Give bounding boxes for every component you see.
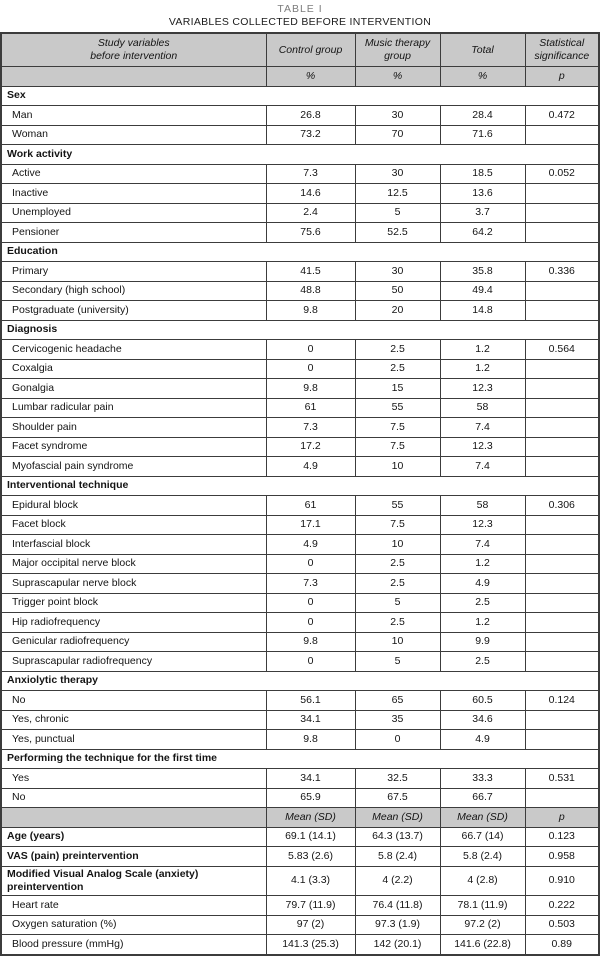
table-row: [1, 106, 599, 126]
row-label: Trigger point block: [1, 593, 266, 613]
table-row: [1, 730, 599, 750]
total-value: 66.7 (14): [440, 827, 525, 847]
table-row: [1, 593, 599, 613]
header-row: [1, 33, 599, 67]
music-therapy-group-value: 55: [355, 398, 440, 418]
table-row: [1, 896, 599, 916]
total-value: 7.4: [440, 457, 525, 477]
row-label: Gonalgia: [1, 379, 266, 399]
control-group-value: 2.4: [266, 203, 355, 223]
total-value: 4 (2.8): [440, 866, 525, 895]
row-label: Yes: [1, 769, 266, 789]
total-value: 49.4: [440, 281, 525, 301]
control-group-value: 26.8: [266, 106, 355, 126]
mean-p-header: p: [525, 808, 599, 828]
total-value: 58: [440, 496, 525, 516]
table-row: [1, 554, 599, 574]
table-number: TABLE I: [277, 3, 323, 15]
p-value: [525, 223, 599, 243]
p-value: [525, 281, 599, 301]
control-group-value: 0: [266, 554, 355, 574]
total-value: 13.6: [440, 184, 525, 204]
p-value: 0.89: [525, 935, 599, 955]
total-value: 34.6: [440, 710, 525, 730]
mean-control-header: Mean (SD): [266, 808, 355, 828]
p-value: 0.336: [525, 262, 599, 282]
total-value: 1.2: [440, 340, 525, 360]
p-value: [525, 457, 599, 477]
p-value: [525, 554, 599, 574]
variables-table: [0, 32, 600, 955]
table-row: [1, 515, 599, 535]
control-group-value: 69.1 (14.1): [266, 827, 355, 847]
control-group-value: 7.3: [266, 574, 355, 594]
table-row: [1, 340, 599, 360]
music-therapy-group-value: 55: [355, 496, 440, 516]
music-therapy-group-value: 12.5: [355, 184, 440, 204]
total-value: 28.4: [440, 106, 525, 126]
control-group-value: 4.9: [266, 535, 355, 555]
p-value: 0.503: [525, 915, 599, 935]
total-value: 97.2 (2): [440, 915, 525, 935]
music-therapy-group-value: 97.3 (1.9): [355, 915, 440, 935]
total-value: 4.9: [440, 574, 525, 594]
p-value: [525, 418, 599, 438]
music-therapy-group-value: 5.8 (2.4): [355, 847, 440, 867]
control-group-value: 14.6: [266, 184, 355, 204]
control-group-value: 17.1: [266, 515, 355, 535]
section-header-row: [1, 145, 599, 165]
row-label: Woman: [1, 125, 266, 145]
total-value: 5.8 (2.4): [440, 847, 525, 867]
control-group-value: 9.8: [266, 730, 355, 750]
p-value: [525, 301, 599, 321]
music-therapy-group-value: 76.4 (11.8): [355, 896, 440, 916]
mean-music-header: Mean (SD): [355, 808, 440, 828]
table-row: [1, 574, 599, 594]
page-title: VARIABLES COLLECTED BEFORE INTERVENTION: [168, 16, 432, 29]
row-label: Cervicogenic headache: [1, 340, 266, 360]
total-value: 3.7: [440, 203, 525, 223]
table-row: [1, 613, 599, 633]
p-value: [525, 125, 599, 145]
table-row: [1, 359, 599, 379]
table-row: [1, 379, 599, 399]
total-value: 58: [440, 398, 525, 418]
col-header-total: Total: [440, 33, 525, 67]
control-group-value: 9.8: [266, 379, 355, 399]
p-value: [525, 379, 599, 399]
p-value: [525, 574, 599, 594]
table-row: [1, 223, 599, 243]
music-therapy-group-value: 35: [355, 710, 440, 730]
music-therapy-group-value: 30: [355, 106, 440, 126]
row-label: Suprascapular nerve block: [1, 574, 266, 594]
control-group-value: 7.3: [266, 164, 355, 184]
col-header-variables-line2: before intervention: [90, 50, 178, 63]
total-value: 35.8: [440, 262, 525, 282]
control-group-value: 0: [266, 359, 355, 379]
table-row: [1, 691, 599, 711]
music-therapy-group-value: 142 (20.1): [355, 935, 440, 955]
music-therapy-group-value: 67.5: [355, 788, 440, 808]
section-header-label: Work activity: [1, 145, 599, 165]
table-row: [1, 301, 599, 321]
control-group-value: 17.2: [266, 437, 355, 457]
row-label: Suprascapular radiofrequency: [1, 652, 266, 672]
total-value: 60.5: [440, 691, 525, 711]
total-value: 1.2: [440, 554, 525, 574]
music-therapy-group-value: 2.5: [355, 574, 440, 594]
music-therapy-group-value: 10: [355, 457, 440, 477]
control-group-value: 5.83 (2.6): [266, 847, 355, 867]
row-label: Postgraduate (university): [1, 301, 266, 321]
row-label: Facet block: [1, 515, 266, 535]
table-row: [1, 457, 599, 477]
music-therapy-group-value: 5: [355, 593, 440, 613]
mean-total-header: Mean (SD): [440, 808, 525, 828]
control-group-value: 48.8: [266, 281, 355, 301]
table-row: [1, 847, 599, 867]
total-value: 71.6: [440, 125, 525, 145]
table-row: [1, 164, 599, 184]
table-row: [1, 418, 599, 438]
mean-sd-subheader-row: [1, 808, 599, 828]
table-row: [1, 827, 599, 847]
p-value: [525, 613, 599, 633]
table-row: [1, 769, 599, 789]
table-row: [1, 632, 599, 652]
row-label: Active: [1, 164, 266, 184]
p-value: 0.222: [525, 896, 599, 916]
control-group-value: 0: [266, 340, 355, 360]
table-row: [1, 281, 599, 301]
row-label: Inactive: [1, 184, 266, 204]
music-therapy-group-value: 5: [355, 652, 440, 672]
total-value: 14.8: [440, 301, 525, 321]
total-value: 9.9: [440, 632, 525, 652]
total-value: 18.5: [440, 164, 525, 184]
section-header-row: [1, 242, 599, 262]
music-therapy-group-value: 52.5: [355, 223, 440, 243]
control-group-value: 56.1: [266, 691, 355, 711]
p-value: [525, 184, 599, 204]
total-value: 7.4: [440, 535, 525, 555]
music-therapy-group-value: 65: [355, 691, 440, 711]
control-group-value: 9.8: [266, 301, 355, 321]
table-row: [1, 262, 599, 282]
p-value: 0.472: [525, 106, 599, 126]
unit-p: p: [525, 67, 599, 87]
col-header-variables: [1, 33, 266, 67]
music-therapy-group-value: 10: [355, 632, 440, 652]
table-row: [1, 203, 599, 223]
total-value: 12.3: [440, 515, 525, 535]
total-value: 141.6 (22.8): [440, 935, 525, 955]
row-label: Pensioner: [1, 223, 266, 243]
section-header-label: Diagnosis: [1, 320, 599, 340]
total-value: 4.9: [440, 730, 525, 750]
control-group-value: 65.9: [266, 788, 355, 808]
total-value: 2.5: [440, 593, 525, 613]
p-value: [525, 398, 599, 418]
row-label: Yes, chronic: [1, 710, 266, 730]
p-value: 0.958: [525, 847, 599, 867]
row-label: Interfascial block: [1, 535, 266, 555]
control-group-value: 7.3: [266, 418, 355, 438]
p-value: 0.564: [525, 340, 599, 360]
section-header-row: [1, 671, 599, 691]
control-group-value: 9.8: [266, 632, 355, 652]
p-value: [525, 515, 599, 535]
music-therapy-group-value: 70: [355, 125, 440, 145]
total-value: 12.3: [440, 379, 525, 399]
table-row: [1, 125, 599, 145]
row-label: Primary: [1, 262, 266, 282]
p-value: [525, 710, 599, 730]
unit-total-percent: %: [440, 67, 525, 87]
unit-music-percent: %: [355, 67, 440, 87]
music-therapy-group-value: 5: [355, 203, 440, 223]
row-label: Coxalgia: [1, 359, 266, 379]
unit-empty-cell: [1, 67, 266, 87]
row-label: Age (years): [1, 827, 266, 847]
control-group-value: 34.1: [266, 769, 355, 789]
control-group-value: 34.1: [266, 710, 355, 730]
section-header-label: Anxiolytic therapy: [1, 671, 599, 691]
total-value: 78.1 (11.9): [440, 896, 525, 916]
control-group-value: 4.9: [266, 457, 355, 477]
row-label: Unemployed: [1, 203, 266, 223]
music-therapy-group-value: 0: [355, 730, 440, 750]
total-value: 1.2: [440, 613, 525, 633]
row-label: Epidural block: [1, 496, 266, 516]
table-row: [1, 437, 599, 457]
music-therapy-group-value: 7.5: [355, 437, 440, 457]
p-value: 0.306: [525, 496, 599, 516]
section-header-label: Education: [1, 242, 599, 262]
music-therapy-group-value: 15: [355, 379, 440, 399]
control-group-value: 0: [266, 593, 355, 613]
row-label: Blood pressure (mmHg): [1, 935, 266, 955]
p-value: [525, 788, 599, 808]
col-header-music-therapy-group: Music therapy group: [355, 33, 440, 67]
p-value: [525, 730, 599, 750]
row-label: Shoulder pain: [1, 418, 266, 438]
p-value: [525, 535, 599, 555]
control-group-value: 61: [266, 496, 355, 516]
section-header-row: [1, 86, 599, 106]
row-label: Heart rate: [1, 896, 266, 916]
col-header-statistical-significance: Statistical significance: [525, 33, 599, 67]
music-therapy-group-value: 2.5: [355, 613, 440, 633]
row-label: Facet syndrome: [1, 437, 266, 457]
music-therapy-group-value: 20: [355, 301, 440, 321]
total-value: 2.5: [440, 652, 525, 672]
p-value: 0.052: [525, 164, 599, 184]
control-group-value: 79.7 (11.9): [266, 896, 355, 916]
table-row: [1, 535, 599, 555]
row-label: Man: [1, 106, 266, 126]
row-label: Myofascial pain syndrome: [1, 457, 266, 477]
control-group-value: 41.5: [266, 262, 355, 282]
total-value: 7.4: [440, 418, 525, 438]
music-therapy-group-value: 64.3 (13.7): [355, 827, 440, 847]
p-value: 0.124: [525, 691, 599, 711]
row-label: No: [1, 691, 266, 711]
table-row: [1, 184, 599, 204]
table-row: [1, 866, 599, 895]
total-value: 33.3: [440, 769, 525, 789]
p-value: [525, 652, 599, 672]
music-therapy-group-value: 2.5: [355, 554, 440, 574]
total-value: 12.3: [440, 437, 525, 457]
control-group-value: 0: [266, 613, 355, 633]
unit-row: [1, 67, 599, 87]
total-value: 1.2: [440, 359, 525, 379]
table-row: [1, 652, 599, 672]
control-group-value: 75.6: [266, 223, 355, 243]
music-therapy-group-value: 30: [355, 164, 440, 184]
total-value: 64.2: [440, 223, 525, 243]
music-therapy-group-value: 30: [355, 262, 440, 282]
table-row: [1, 915, 599, 935]
section-header-row: [1, 476, 599, 496]
mean-empty-cell: [1, 808, 266, 828]
row-label: VAS (pain) preintervention: [1, 847, 266, 867]
p-value: [525, 203, 599, 223]
section-header-row: [1, 320, 599, 340]
col-header-variables-line1: Study variables: [97, 37, 170, 50]
table-row: [1, 398, 599, 418]
col-header-control-group: Control group: [266, 33, 355, 67]
row-label: Hip radiofrequency: [1, 613, 266, 633]
music-therapy-group-value: 32.5: [355, 769, 440, 789]
unit-control-percent: %: [266, 67, 355, 87]
control-group-value: 73.2: [266, 125, 355, 145]
control-group-value: 61: [266, 398, 355, 418]
control-group-value: 4.1 (3.3): [266, 866, 355, 895]
p-value: 0.531: [525, 769, 599, 789]
section-header-label: Interventional technique: [1, 476, 599, 496]
row-label: No: [1, 788, 266, 808]
table-row: [1, 710, 599, 730]
control-group-value: 97 (2): [266, 915, 355, 935]
table-row: [1, 496, 599, 516]
music-therapy-group-value: 7.5: [355, 515, 440, 535]
p-value: [525, 437, 599, 457]
control-group-value: 0: [266, 652, 355, 672]
music-therapy-group-value: 2.5: [355, 359, 440, 379]
row-label: Secondary (high school): [1, 281, 266, 301]
table-row: [1, 788, 599, 808]
row-label: Yes, punctual: [1, 730, 266, 750]
music-therapy-group-value: 10: [355, 535, 440, 555]
p-value: 0.123: [525, 827, 599, 847]
row-label: Oxygen saturation (%): [1, 915, 266, 935]
total-value: 66.7: [440, 788, 525, 808]
p-value: 0.910: [525, 866, 599, 895]
section-header-label: Performing the technique for the first time: [1, 749, 599, 769]
row-label: Genicular radiofrequency: [1, 632, 266, 652]
music-therapy-group-value: 50: [355, 281, 440, 301]
music-therapy-group-value: 7.5: [355, 418, 440, 438]
row-label: Major occipital nerve block: [1, 554, 266, 574]
control-group-value: 141.3 (25.3): [266, 935, 355, 955]
table-caption: [0, 0, 600, 29]
section-header-row: [1, 749, 599, 769]
row-label: Lumbar radicular pain: [1, 398, 266, 418]
music-therapy-group-value: 2.5: [355, 340, 440, 360]
row-label: Modified Visual Analog Scale (anxiety) preintervention: [1, 866, 266, 895]
p-value: [525, 359, 599, 379]
section-header-label: Sex: [1, 86, 599, 106]
p-value: [525, 632, 599, 652]
music-therapy-group-value: 4 (2.2): [355, 866, 440, 895]
table-row: [1, 935, 599, 955]
p-value: [525, 593, 599, 613]
table-body: [1, 86, 599, 954]
